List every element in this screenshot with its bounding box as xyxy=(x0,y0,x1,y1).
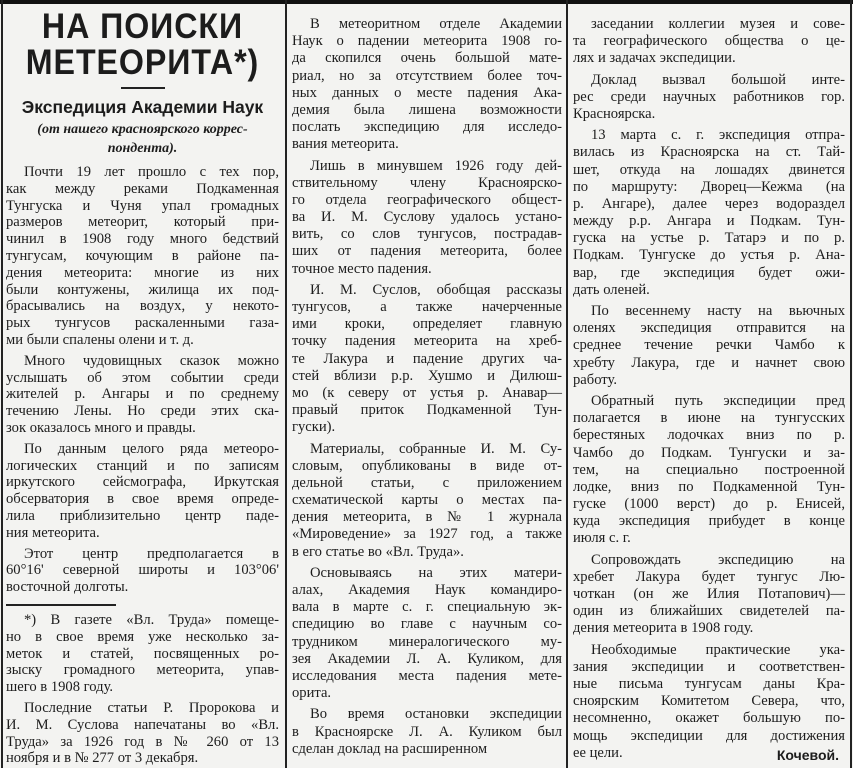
text-line: чинил в 1908 году много бедствий xyxy=(6,231,279,248)
text-line: Лишь в минувшем 1926 году дей- xyxy=(310,157,562,174)
text-line: иркутского сейсмографа, Иркутская xyxy=(6,474,279,491)
text-line: риал, но за отсутствием более точ- xyxy=(292,67,562,84)
text-line: По данным целого ряда метеоро- xyxy=(24,440,279,457)
text-line: ими кроки, определяет главную xyxy=(292,316,562,333)
text-line: Красноярска. xyxy=(573,105,656,122)
paragraph xyxy=(573,303,845,389)
text-line: мощь экспедиции для достижения xyxy=(573,727,845,744)
text-line: хребет Лакура будет тунгус Лю- xyxy=(573,568,845,585)
text-line: Много чудовищных сказок можно xyxy=(24,352,279,369)
text-line: да скопился очень большой мате- xyxy=(292,50,562,67)
text-line: стей вблизи р.р. Хушмо и Дилюш- xyxy=(292,367,562,384)
text-line: несомненно, окажет большую по- xyxy=(573,710,845,727)
text-line: восточной долготы. xyxy=(6,579,129,596)
paragraph xyxy=(6,612,279,696)
column-1 xyxy=(6,0,279,768)
paragraph xyxy=(6,164,279,349)
text-line: И. М. Суслов, обобщая рассказы xyxy=(310,281,562,298)
left-border xyxy=(1,0,3,768)
headline-line: МЕТЕОРИТА*) xyxy=(25,43,260,82)
column-divider xyxy=(285,0,287,768)
text-line: орита. xyxy=(292,685,332,702)
paragraph xyxy=(6,546,279,596)
text-line: алах, Академия Наук командиро- xyxy=(292,582,562,598)
text-line: в Красноярске Л. А. Куликом был xyxy=(292,723,562,740)
text-line: логических станций и по записям xyxy=(6,457,279,474)
text-line: обсерватория в свое время опреде- xyxy=(6,491,279,508)
text-line: зок оказалось много и правды. xyxy=(6,419,196,436)
text-line: гуска на устье р. Татарэ и по р. xyxy=(573,230,845,247)
text-line: но в свое время уже несколько за- xyxy=(6,628,279,645)
paragraph xyxy=(6,700,279,767)
text-line: гуске (1000 верст) до р. Енисей, xyxy=(573,496,845,513)
text-line: И. М. Суслова напечатаны во «Вл. xyxy=(6,716,279,733)
text-line: точное место падения. xyxy=(292,260,432,277)
text-line: исследования места падения мете- xyxy=(292,667,562,684)
text-line: лодке, вниз по Подкаменной Тун- xyxy=(573,478,845,495)
text-line: тунгусам, кочующим в районе па- xyxy=(6,247,279,264)
text-line: дать оленей. xyxy=(573,281,650,298)
text-line: «Мироведение» за 1927 год, а также xyxy=(292,526,562,543)
text-line: шет, откуда на лошадях двинется xyxy=(573,161,845,178)
text-line: шего в 1908 году. xyxy=(6,679,114,696)
text-line: словым, опубликованы в виде от- xyxy=(292,457,562,474)
column-3 xyxy=(573,0,845,768)
text-line: ноября и в № 277 от 3 декабря. xyxy=(6,750,199,767)
text-line: вить, со слов тунгусов, пострадав- xyxy=(292,226,562,243)
text-line: Почти 19 лет прошло с тех пор, xyxy=(24,164,279,180)
paragraph xyxy=(292,441,562,561)
text-line: та географического общества о це- xyxy=(573,33,845,50)
article-body xyxy=(6,164,279,596)
text-line: мо (к северу от устья р. Анавар— xyxy=(292,384,562,401)
paragraph xyxy=(573,72,845,124)
text-line: меток и статей, посвященных ро- xyxy=(6,645,279,662)
text-line: сделан доклад на расширенном xyxy=(292,740,488,757)
text-line: лила приблизительно центр паде- xyxy=(6,507,279,524)
article-body xyxy=(292,16,562,758)
paragraph xyxy=(573,16,845,68)
text-line: Последние статьи Р. Пророкова и xyxy=(24,699,279,716)
text-line: ствительному члену Красноярско- xyxy=(292,174,562,191)
text-line: В метеоритном отделе Академии xyxy=(310,16,562,32)
text-line: Тунгуска и Чуня упал громадных xyxy=(6,197,279,214)
text-line: работу. xyxy=(573,371,617,388)
text-line: схематической карты о местах па- xyxy=(292,492,562,509)
text-line: Труда» за 1926 год в № 260 от 13 xyxy=(6,733,279,750)
text-line: Сопровождать экспедицию на xyxy=(591,551,845,568)
text-line: тем, на специально построенной xyxy=(573,461,845,478)
column-2 xyxy=(292,0,562,768)
text-line: ва И. М. Суслову удалось устано- xyxy=(292,209,562,226)
byline-line: пондента). xyxy=(107,141,178,156)
text-line: правый приток Подкаменной Тун- xyxy=(292,402,562,419)
paragraph xyxy=(292,706,562,758)
text-line: зыску громадного метеорита, упав- xyxy=(6,662,279,679)
byline xyxy=(6,120,279,158)
subheadline: Экспедиция Академии Наук xyxy=(21,97,264,117)
text-line: Во время остановки экспедиции xyxy=(310,706,562,723)
text-line: как между реками Подкаменная xyxy=(6,180,279,197)
text-line: 13 марта с. г. экспедиция отпра- xyxy=(591,127,845,144)
text-line: в его статье во «Вл. Труда». xyxy=(292,543,464,560)
text-line: чоткан (он же Илия Потапович)— xyxy=(573,586,845,602)
text-line: точку падения метеорита на хреб- xyxy=(292,333,562,350)
text-line: вала в марте с. г. специальную эк- xyxy=(292,599,562,616)
text-line: *) В газете «Вл. Труда» помеще- xyxy=(24,611,279,628)
headline-line: НА ПОИСКИ xyxy=(41,7,244,46)
paragraph xyxy=(573,552,845,638)
text-line: ния метеорита. xyxy=(6,524,100,541)
text-line: полагается в июне на тунгусских xyxy=(573,410,845,427)
footnote xyxy=(6,612,279,767)
paragraph xyxy=(292,158,562,278)
text-line: дения метеорита, в № 1 журнала xyxy=(292,509,562,526)
byline-line: (от нашего красноярского коррес- xyxy=(37,122,248,137)
text-line: спедицию во главе с научным со- xyxy=(292,616,562,633)
text-line: размеров метеорит, который при- xyxy=(6,214,279,231)
text-line: Необходимые практические ука- xyxy=(591,641,845,658)
text-line: брасывались на воздух, у некото- xyxy=(6,298,279,315)
text-line: жителей р. Ангары и по среднему xyxy=(6,386,279,403)
column-divider xyxy=(566,0,568,768)
text-line: Материалы, собранные И. М. Су- xyxy=(310,440,562,457)
paragraph xyxy=(292,16,562,154)
paragraph xyxy=(573,393,845,548)
text-line: вар, где экспедиция будет ожи- xyxy=(573,264,845,281)
text-line: дения метеорита в 1908 году. xyxy=(573,620,754,637)
text-line: Основываясь на этих матери- xyxy=(310,564,562,581)
paragraph xyxy=(573,127,845,299)
paragraph xyxy=(6,353,279,437)
text-line: рес среди научных работников гор. xyxy=(573,88,845,105)
text-line: ее цели. xyxy=(573,744,623,761)
text-line: Этот центр предполагается в xyxy=(24,545,279,562)
text-line: рых тунгусов раскаленными газа- xyxy=(6,315,279,332)
paragraph xyxy=(292,565,562,703)
paragraph xyxy=(292,282,562,437)
text-line: между р.р. Ангара и Подкам. Тун- xyxy=(573,213,845,230)
right-border xyxy=(850,0,852,768)
text-line: услышать об этом событии среди xyxy=(6,369,279,386)
text-line: хребту Лакура, где и начнет свою xyxy=(573,354,845,371)
text-line: дельной статьи, с приложением xyxy=(292,474,562,491)
text-line: июля с. г. xyxy=(573,530,631,547)
text-line: те Лакура и падение других ча- xyxy=(292,350,562,367)
text-line: вилась из Красноярска на ст. Тай- xyxy=(573,144,845,161)
paragraph xyxy=(6,441,279,542)
text-line: р. Ангаре), далее через водораздел xyxy=(573,195,845,212)
text-line: среднее течение речки Чамбо к xyxy=(573,337,845,354)
text-line: вания метеорита. xyxy=(292,136,399,153)
text-line: ных данных о месте падения Ака- xyxy=(292,84,562,101)
text-line: ших от падения метеорита, более xyxy=(292,243,562,260)
article-body xyxy=(573,16,845,762)
text-line: оленях экспедиция отправится на xyxy=(573,320,845,337)
text-line: гуски). xyxy=(292,419,336,436)
text-line: тунгусов, а также начерченные xyxy=(292,299,562,315)
headline-divider xyxy=(121,87,165,89)
text-line: дения метеорита: многие из них xyxy=(6,264,279,281)
text-line: лях и задачах экспедиции. xyxy=(573,50,736,67)
author-signature: Кочевой. xyxy=(776,746,839,763)
text-line: зания экспедиции и соответствен- xyxy=(573,658,845,675)
text-line: Подкам. Тунгуске до устья р. Ана- xyxy=(573,247,845,264)
text-line: ми были спалены олени и т. д. xyxy=(6,331,194,348)
text-line: берестяных лодочках вниз по р. xyxy=(573,427,845,444)
text-line: куда экспедиция прибудет в конце xyxy=(573,513,845,530)
text-line: По весеннему насту на вьючных xyxy=(591,303,845,319)
text-line: демия была лишена возможности xyxy=(292,101,562,118)
text-line: го отдела географического общест- xyxy=(292,191,562,208)
text-line: трудником минералогического му- xyxy=(292,633,562,650)
text-line: заседании коллегии музея и сове- xyxy=(591,16,845,32)
text-line: ные письма тунгусам даны Кра- xyxy=(573,675,845,692)
text-line: один из ближайших свидетелей па- xyxy=(573,603,845,620)
footnote-divider xyxy=(6,604,116,606)
text-line: послать экспедицию для исследо- xyxy=(292,119,562,136)
headline xyxy=(17,9,268,81)
text-line: зея Академии Л. А. Куликом, для xyxy=(292,650,562,667)
paragraph xyxy=(573,642,845,762)
text-line: 60°16' северной широты и 103°06' xyxy=(6,562,279,579)
text-line: Наук о падении метеорита 1908 го- xyxy=(292,33,562,50)
text-line: Доклад вызвал большой инте- xyxy=(591,71,845,88)
text-line: были контужены, жилища их под- xyxy=(6,281,279,298)
text-line: Чамбо до Подкам. Тунгуски и за- xyxy=(573,444,845,461)
text-line: сноярским Комитетом Севера, что, xyxy=(573,693,845,710)
text-line: по маршруту: Дворец—Кежма (на xyxy=(573,178,845,195)
text-line: Обратный путь экспедиции пред xyxy=(591,392,845,409)
text-line: течению Лены. Но среди этих ска- xyxy=(6,403,279,420)
